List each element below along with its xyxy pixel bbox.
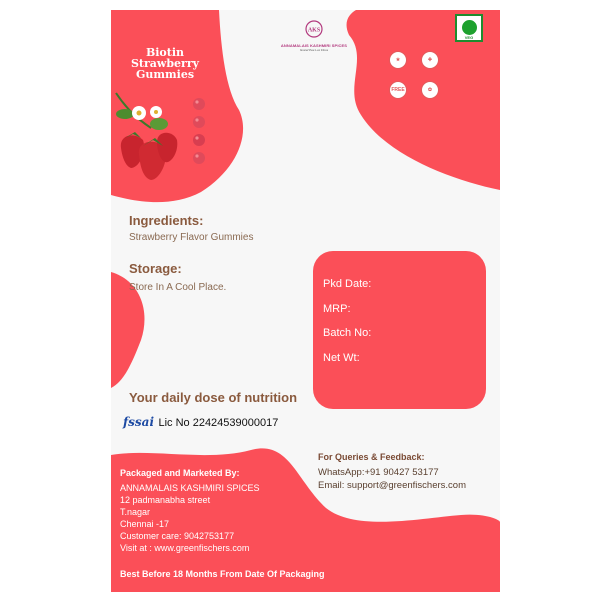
- packaged-address: [120, 482, 260, 554]
- certification-badge-icon: [389, 51, 407, 69]
- packaged-line: Chennai -17: [120, 519, 170, 529]
- badge-text: ✚: [427, 57, 433, 63]
- batch-no-label: Batch No:: [323, 327, 372, 339]
- brand-logo: [274, 20, 354, 52]
- nutrition-tagline: Your daily dose of nutrition: [129, 390, 298, 405]
- packaged-line: 12 padmanabha street: [120, 495, 211, 505]
- brand-emblem-icon: [274, 20, 354, 38]
- packaged-line: ANNAMALAIS KASHMIRI SPICES: [120, 483, 260, 493]
- ingredients-heading: Ingredients:: [129, 213, 204, 228]
- mrp-label: MRP:: [323, 303, 351, 315]
- veg-mark: [455, 14, 483, 42]
- fssai-row: [123, 413, 278, 431]
- gluten-free-badge-icon: [389, 81, 407, 99]
- brand-monogram: AKS: [307, 27, 321, 34]
- veg-label: VEG: [464, 35, 474, 40]
- net-wt-label: Net Wt:: [323, 352, 360, 364]
- packaged-line: Customer care: 9042753177: [120, 531, 235, 541]
- packaged-line: T.nagar: [120, 507, 151, 517]
- brand-name: ANNAMALAIS KASHMIRI SPICES: [280, 43, 348, 48]
- product-title-line2: Gummies: [135, 68, 195, 81]
- badge-text: FREE: [391, 87, 405, 93]
- product-label: [111, 10, 500, 592]
- queries-heading: For Queries & Feedback:: [318, 452, 425, 462]
- natural-badge-icon: [421, 81, 439, 99]
- fssai-logo: fssai: [123, 415, 155, 429]
- product-title: [117, 47, 213, 80]
- pkd-date-label: Pkd Date:: [323, 278, 372, 290]
- ingredients-text: Strawberry Flavor Gummies: [129, 232, 254, 243]
- badge-text: ★: [395, 57, 401, 63]
- best-before-text: Best Before 18 Months From Date Of Packaging: [120, 569, 325, 579]
- strawberry-illustration: [111, 88, 221, 193]
- license-number: Lic No 22424539000017: [158, 417, 279, 429]
- storage-heading: Storage:: [129, 261, 182, 276]
- storage-text: Store In A Cool Place.: [129, 282, 227, 293]
- brand-tagline: Grand Pee Lux Floss: [299, 48, 329, 52]
- packaged-heading: Packaged and Marketed By:: [120, 468, 240, 478]
- veg-dot-icon: [462, 20, 477, 35]
- queries-contact: [318, 466, 466, 492]
- whatsapp-contact: WhatsApp:+91 90427 53177: [318, 467, 439, 478]
- email-contact: Email: support@greenfischers.com: [318, 480, 466, 491]
- badge-text: ✿: [427, 87, 433, 93]
- strength-badge-icon: [421, 51, 439, 69]
- packaged-line: Visit at : www.greenfischers.com: [120, 543, 250, 553]
- info-box: [313, 251, 486, 409]
- product-title-line1: Biotin Strawberry: [130, 46, 200, 70]
